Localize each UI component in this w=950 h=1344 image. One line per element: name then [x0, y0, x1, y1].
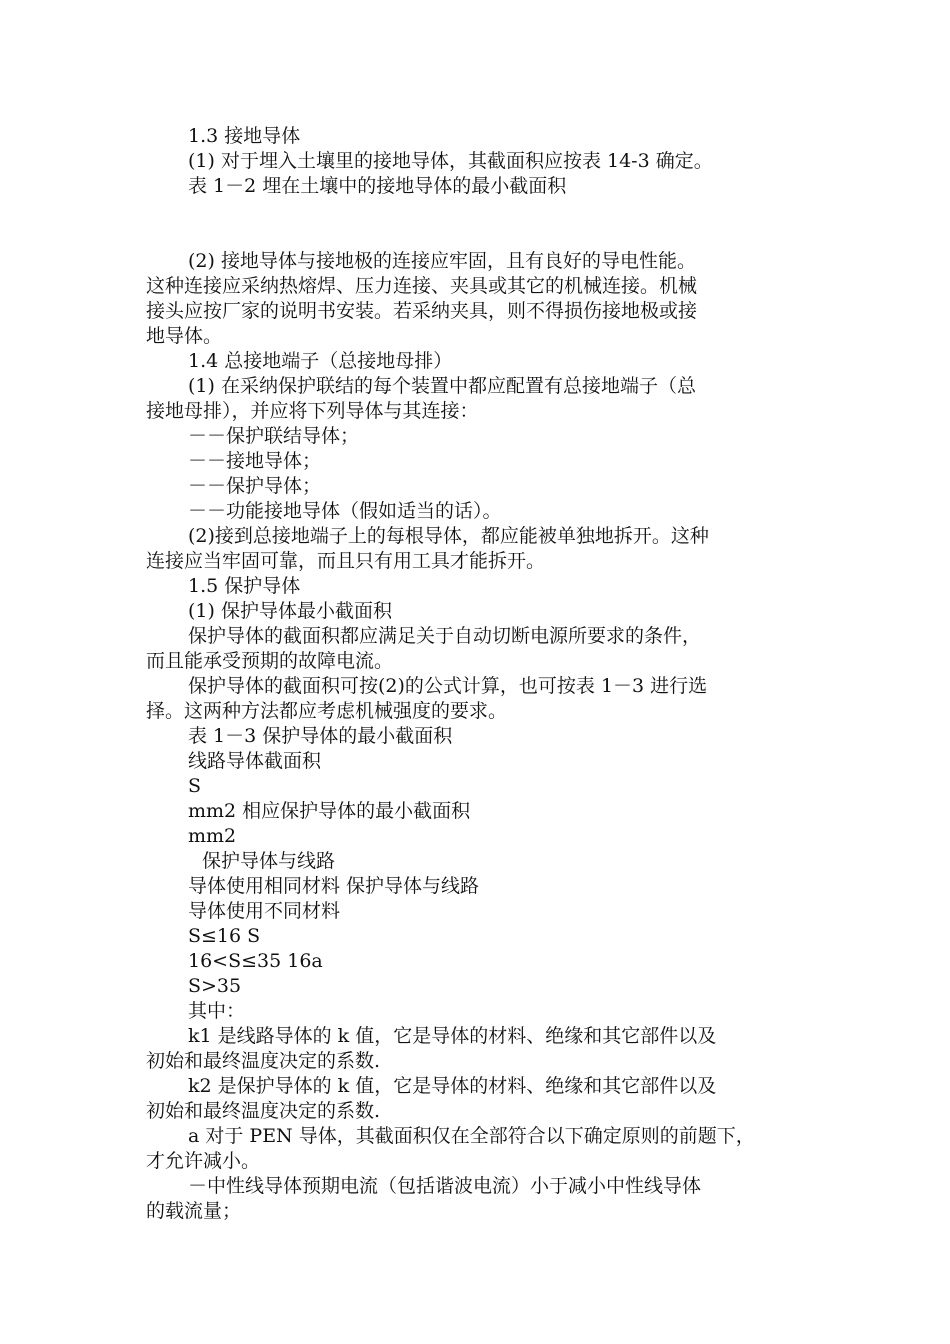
- blank-line: [146, 199, 814, 224]
- text-line: k2 是保护导体的 k 值，它是导体的材料、绝缘和其它部件以及: [188, 1075, 717, 1097]
- text-line: 接地母排），并应将下列导体与其连接：: [146, 400, 479, 422]
- text-line: mm2 相应保护导体的最小截面积: [188, 800, 471, 822]
- text-line: －中性线导体预期电流（包括谐波电流）小于减小中性线导体: [188, 1175, 702, 1197]
- text-line: 接头应按厂家的说明书安装。若采纳夹具，则不得损伤接地极或接: [146, 300, 698, 322]
- text-line: 1.4 总接地端子（总接地母排）: [188, 350, 453, 372]
- text-line: 保护导体的截面积可按(2)的公式计算，也可按表 1－3 进行选: [188, 675, 708, 697]
- text-line: 线路导体截面积: [188, 750, 322, 772]
- text-line: 初始和最终温度决定的系数.: [146, 1100, 381, 1122]
- text-line: (2) 接地导体与接地极的连接应牢固，且有良好的导电性能。: [188, 250, 696, 272]
- text-line: 择。这两种方法都应考虑机械强度的要求。: [146, 700, 508, 722]
- text-line: S: [188, 775, 202, 797]
- text-line: S>35: [188, 975, 242, 997]
- text-line: 连接应当牢固可靠，而且只有用工具才能拆开。: [146, 550, 546, 572]
- text-line: S≤16 S: [188, 925, 261, 947]
- text-line: 1.5 保护导体: [188, 575, 301, 597]
- text-line: mm2: [188, 825, 237, 847]
- text-line: 1.3 接地导体: [188, 125, 301, 147]
- text-line: (1) 保护导体最小截面积: [188, 600, 392, 622]
- text-line: (1) 在采纳保护联结的每个装置中都应配置有总接地端子（总: [188, 375, 696, 397]
- text-line: 的载流量；: [146, 1200, 242, 1222]
- text-line: 导体使用相同材料 保护导体与线路: [188, 875, 480, 897]
- document-body: [146, 124, 814, 1224]
- text-line: 这种连接应采纳热熔焊、压力连接、夹具或其它的机械连接。机械: [146, 275, 698, 297]
- text-line: 保护导体与线路: [202, 850, 336, 872]
- text-line: (1) 对于埋入土壤里的接地导体，其截面积应按表 14-3 确定。: [188, 150, 713, 172]
- text-line: (2)接到总接地端子上的每根导体，都应能被单独地拆开。这种: [188, 525, 709, 547]
- text-line: 地导体。: [146, 325, 223, 347]
- text-line: －－保护导体；: [188, 475, 322, 497]
- text-line: 而且能承受预期的故障电流。: [146, 650, 394, 672]
- blank-line: [146, 224, 814, 249]
- text-line: 导体使用不同材料: [188, 900, 341, 922]
- text-line: k1 是线路导体的 k 值，它是导体的材料、绝缘和其它部件以及: [188, 1025, 717, 1047]
- text-line: a 对于 PEN 导体，其截面积仅在全部符合以下确定原则的前题下，: [188, 1125, 755, 1147]
- text-line: －－保护联结导体；: [188, 425, 360, 447]
- text-line: 表 1－2 埋在土壤中的接地导体的最小截面积: [188, 175, 567, 197]
- text-line: －－接地导体；: [188, 450, 322, 472]
- text-line: 保护导体的截面积都应满足关于自动切断电源所要求的条件，: [188, 625, 702, 647]
- text-line: －－功能接地导体（假如适当的话）。: [188, 500, 502, 522]
- text-line: 表 1－3 保护导体的最小截面积: [188, 725, 453, 747]
- text-line: 才允许减小。: [146, 1150, 261, 1172]
- text-line: 16<S≤35 16a: [188, 950, 323, 972]
- text-line: 其中：: [188, 1000, 246, 1022]
- text-line: 初始和最终温度决定的系数.: [146, 1050, 381, 1072]
